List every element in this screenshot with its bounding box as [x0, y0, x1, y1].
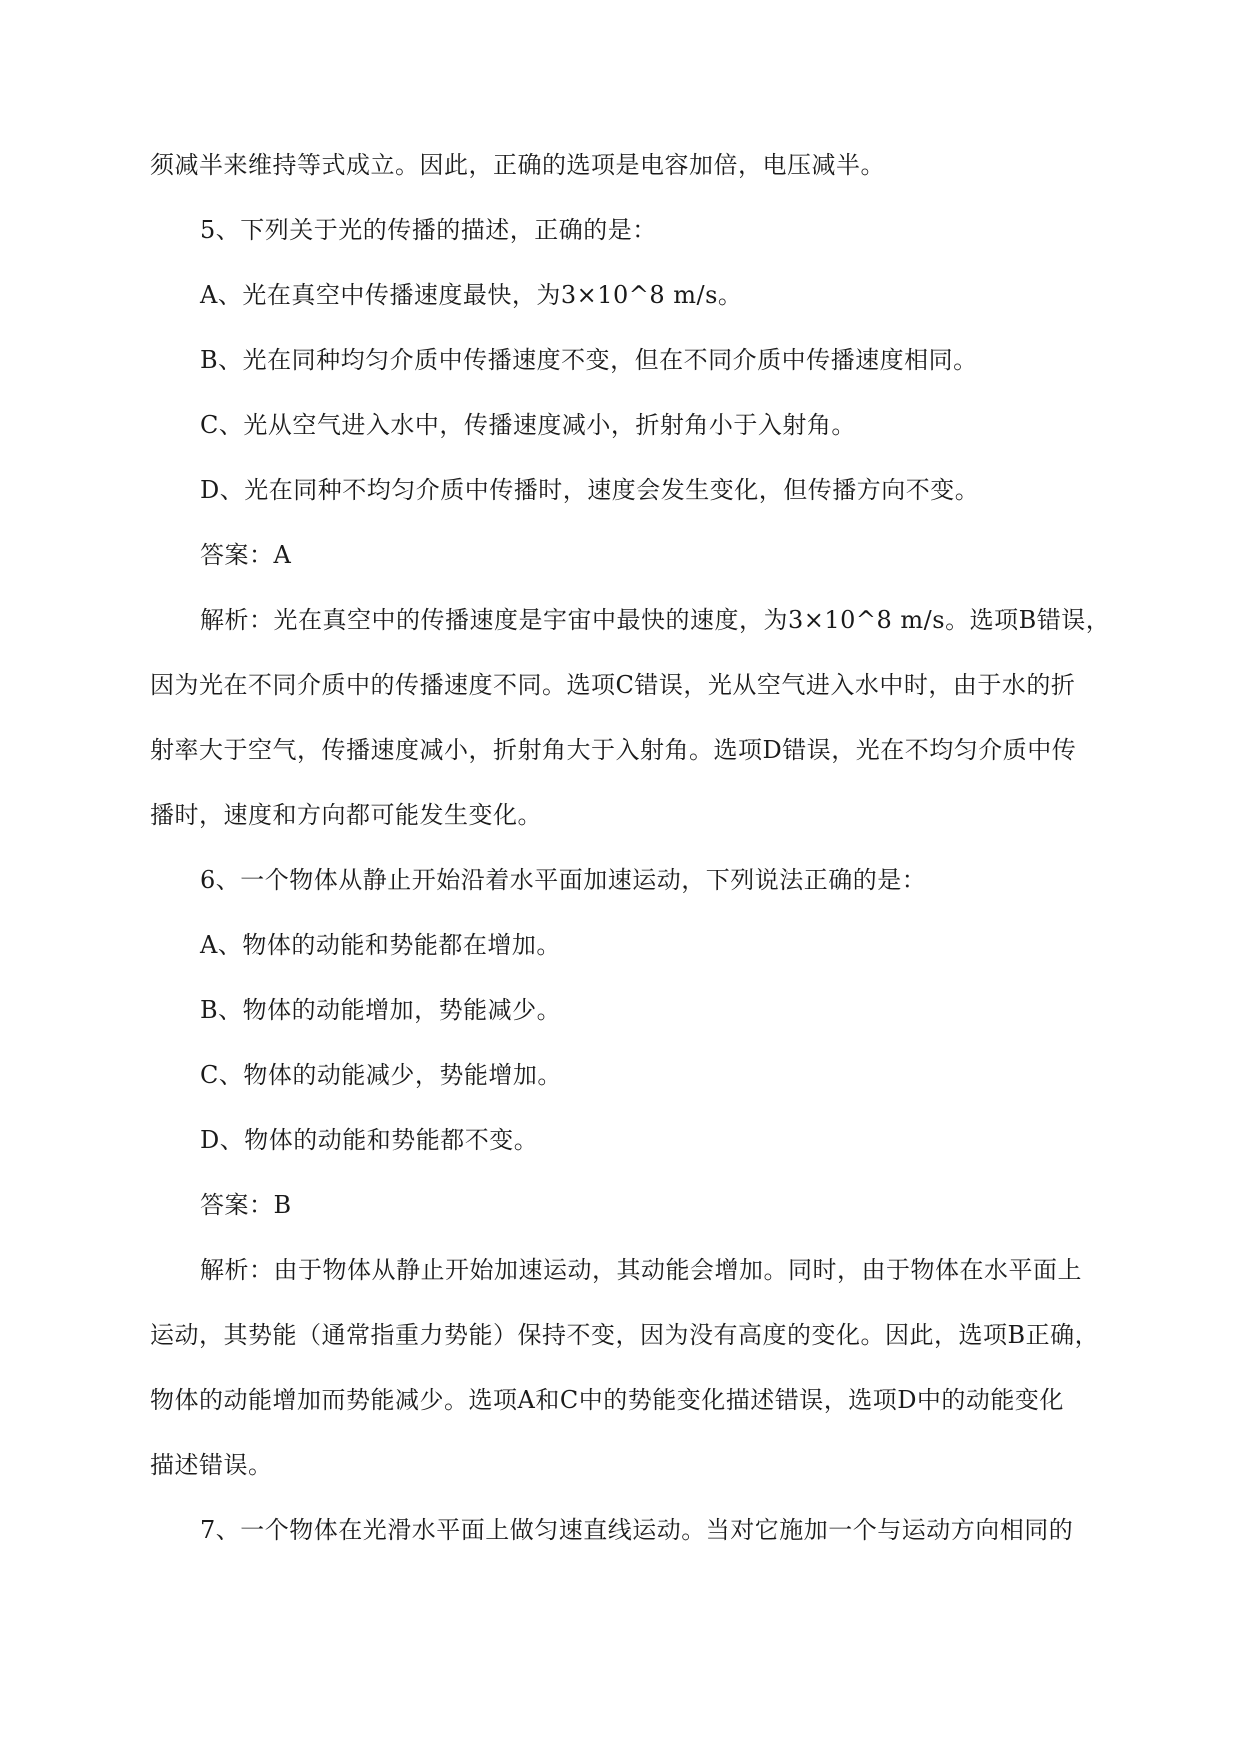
question-5-option-c: C、光从空气进入水中，传播速度减小，折射角小于入射角。 [200, 411, 856, 439]
question-5-option-b: B、光在同种均匀介质中传播速度不变，但在不同介质中传播速度相同。 [200, 346, 978, 374]
text-line: 须减半来维持等式成立。因此，正确的选项是电容加倍，电压减半。 [150, 151, 885, 179]
question-6-explanation: 运动，其势能（通常指重力势能）保持不变，因为没有高度的变化。因此，选项B正确， [150, 1321, 1100, 1349]
question-6-answer: 答案：B [200, 1191, 292, 1219]
question-5-explanation: 因为光在不同介质中的传播速度不同。选项C错误，光从空气进入水中时，由于水的折 [150, 671, 1076, 699]
question-6-option-b: B、物体的动能增加，势能减少。 [200, 996, 562, 1024]
question-5-explanation: 解析：光在真空中的传播速度是宇宙中最快的速度，为3×10^8 m/s。选项B错误， [200, 606, 1111, 634]
question-5-option-d: D、光在同种不均匀介质中传播时，速度会发生变化，但传播方向不变。 [200, 476, 980, 504]
question-6-explanation: 解析：由于物体从静止开始加速运动，其动能会增加。同时，由于物体在水平面上 [200, 1256, 1082, 1284]
question-7-stem: 7、一个物体在光滑水平面上做匀速直线运动。当对它施加一个与运动方向相同的 [200, 1516, 1074, 1544]
question-6-stem: 6、一个物体从静止开始沿着水平面加速运动，下列说法正确的是： [200, 866, 927, 894]
question-6-explanation: 物体的动能增加而势能减少。选项A和C中的势能变化描述错误，选项D中的动能变化 [150, 1386, 1064, 1414]
question-6-option-a: A、物体的动能和势能都在增加。 [200, 931, 561, 959]
question-6-option-d: D、物体的动能和势能都不变。 [200, 1126, 539, 1154]
question-5-option-a: A、光在真空中传播速度最快，为3×10^8 m/s。 [200, 281, 743, 309]
question-5-answer: 答案：A [200, 541, 292, 569]
question-5-explanation: 播时，速度和方向都可能发生变化。 [150, 801, 542, 829]
question-5-stem: 5、下列关于光的传播的描述，正确的是： [200, 216, 657, 244]
question-5-explanation: 射率大于空气，传播速度减小，折射角大于入射角。选项D错误，光在不均匀介质中传 [150, 736, 1077, 764]
question-6-explanation: 描述错误。 [150, 1451, 273, 1479]
question-6-option-c: C、物体的动能减少，势能增加。 [200, 1061, 562, 1089]
